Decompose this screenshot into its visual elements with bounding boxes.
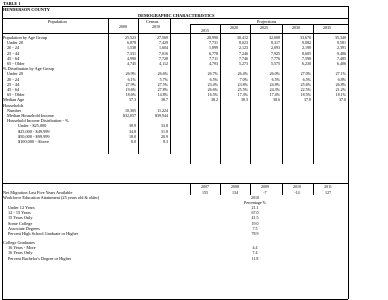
frame-left [2, 6, 3, 299]
table-cell: 24.3% [269, 87, 280, 92]
table-cell: 17.3% [237, 92, 248, 98]
row-label: Under 20 [7, 71, 24, 77]
table-cell: 134 [232, 190, 238, 195]
year-header: 2009 [261, 184, 269, 189]
row-label: Percent Bachelor's Degree or Higher [8, 255, 72, 261]
table-cell: 26.7% [207, 71, 218, 77]
table-cell: 7,429 [159, 40, 168, 46]
year-header: 2015 [201, 28, 209, 33]
row-label: 65 - Older [7, 61, 25, 66]
table-cell: 6.8% [337, 76, 346, 82]
row-label: 25 - 44 [7, 50, 20, 56]
table-cell: 4,990 [127, 55, 136, 61]
year-header: 2025 [260, 25, 268, 30]
year-header: 2030 [292, 25, 300, 30]
table-cell: 2,190 [302, 45, 311, 51]
year-header: 2007 [201, 184, 209, 189]
row-label: Net Migration Last Five Years Available [3, 190, 73, 195]
row-label: Associate Degrees [8, 225, 40, 231]
row-label: Under 20 [7, 40, 24, 46]
table-cell: 6.5% [209, 76, 218, 82]
table-title: DEMOGRAPHIC CHARACTERISTICS [138, 13, 215, 18]
row-label: 20 - 24 [7, 45, 20, 51]
table-cell: 11.8 [251, 255, 259, 261]
year-header: 2010 [293, 184, 301, 189]
table-cell: 7,016 [159, 50, 168, 56]
table-cell: 38.3 [241, 97, 248, 103]
table-cell: 20.9 [161, 133, 168, 139]
table-cell: 1,899 [209, 45, 218, 51]
row-label: Some College [8, 220, 33, 226]
table-cell: 37.3 [129, 97, 136, 103]
row-label: Percent High School Graduate or Higher [8, 231, 79, 236]
col-divider [250, 183, 251, 195]
table-cell: 5,575 [271, 61, 280, 66]
table-cell: 9,486 [337, 50, 346, 56]
table-cell: 7,711 [209, 55, 218, 61]
year-header: 2008 [231, 184, 239, 189]
table-cell: 1,604 [159, 45, 168, 51]
table-cell: 7.0% [239, 76, 248, 82]
table-cell: 19.0 [251, 220, 259, 226]
table-cell: 38.7 [161, 97, 168, 103]
table-cell: 27,569 [157, 35, 168, 40]
table-cell: 23.8% [237, 81, 248, 87]
table-cell: 27.9% [125, 81, 136, 87]
table-cell: 2,391 [337, 45, 346, 51]
table-cell: 38.9 [129, 123, 136, 129]
table-cell: 155 [202, 190, 208, 195]
table-cell: 32,008 [269, 35, 280, 40]
row-label: 15 Years Only [8, 215, 33, 221]
row-label: 25 - 44 [7, 81, 20, 87]
table-cell: 4.4 [252, 245, 258, 251]
table-cell: 27.1% [335, 71, 346, 77]
table-cell: 7,776 [271, 55, 280, 61]
rule-top [2, 6, 348, 7]
table-cell: 18.0 [129, 133, 136, 139]
table-cell: 6.5% [271, 76, 280, 82]
row-label: 16 Years Only [8, 250, 33, 256]
table-cell: 7,925 [271, 50, 280, 56]
table-cell: 4,793 [209, 61, 218, 66]
col-divider [282, 183, 283, 195]
table-cell: 30,412 [237, 35, 248, 40]
row-label: $25,000 - $49,999 [18, 128, 50, 134]
table-cell: 18.1% [335, 92, 346, 98]
col-divider [313, 183, 314, 195]
row-label: 20 - 24 [7, 76, 20, 82]
table-cell: 2,093 [271, 45, 280, 51]
table-number: TABLE 1 [3, 1, 21, 6]
row-label: Median Age [3, 97, 25, 103]
table-cell: 27.5% [157, 81, 168, 87]
table-cell: 19.6% [125, 87, 136, 92]
row-label: $100,000 - Above [18, 139, 49, 144]
table-cell: 9,581 [337, 40, 346, 46]
table-cell: -7 [263, 190, 267, 195]
table-cell: 5,273 [239, 61, 248, 66]
row-label: Workforce Education Attainment (25 years old & older) [3, 195, 100, 200]
table-cell: 24.8% [269, 81, 280, 87]
table-cell: 26.8% [335, 81, 346, 87]
row-label: Under - $25,000 [18, 123, 47, 129]
table-cell: 6,778 [209, 50, 218, 56]
year-header: 2010 [152, 24, 160, 29]
table-cell: 7.4 [252, 250, 258, 256]
table-cell: 33,670 [300, 35, 311, 40]
table-cell: 7,331 [127, 50, 136, 56]
section-label: Households [3, 102, 24, 108]
col-divider [190, 183, 191, 195]
year-header: 2035 [323, 25, 331, 30]
row-label: Number [7, 107, 22, 113]
table-cell: 27.8% [157, 87, 168, 92]
table-cell: 4,745 [127, 61, 136, 66]
table-cell: 33.8 [161, 123, 168, 129]
table-cell: 127 [325, 190, 331, 195]
table-cell: 6,406 [337, 61, 346, 66]
frame-right [348, 6, 349, 299]
table-cell: 34.8 [129, 128, 136, 134]
table-cell: 35,340 [335, 35, 346, 40]
table-cell: 41.5 [251, 215, 259, 221]
table-cell: 26.9% [125, 71, 136, 77]
table-cell: 6.5% [302, 76, 311, 82]
table-cell: 26.0% [269, 71, 280, 77]
table-cell: 7,246 [239, 50, 248, 56]
projections-header: Projections [257, 19, 277, 24]
rule [190, 24, 348, 25]
table-cell: $39,944 [155, 113, 168, 118]
table-cell: 28,990 [207, 35, 218, 40]
table-cell: 25.5% [237, 87, 248, 92]
table-cell: 6,878 [127, 40, 136, 46]
row-label: 16 Years - More [8, 245, 36, 251]
rule [2, 33, 348, 34]
table-cell: 8.0 [131, 139, 136, 144]
table-cell: 6.1% [127, 76, 136, 82]
table-cell: $32,057 [123, 113, 136, 118]
table-cell: 22.5% [300, 87, 311, 92]
table-cell: 37.8 [304, 97, 311, 103]
population-header: Population [48, 19, 67, 24]
table-cell: 18.5% [300, 92, 311, 98]
row-label: 12 - 15 Years [8, 210, 31, 216]
row-label: Under 12 Years [8, 205, 35, 210]
table-cell: 78.9 [251, 231, 259, 236]
col-divider [220, 183, 221, 195]
table-cell: 5.7% [159, 76, 168, 82]
table-cell: 10,305 [125, 107, 136, 113]
row-label: 45 - 64 [7, 55, 20, 61]
table-cell: 26.6% [157, 71, 168, 77]
table-cell: 8,317 [271, 40, 280, 46]
table-cell: 7,485 [337, 55, 346, 61]
table-cell: 23.4% [207, 81, 218, 87]
year-header: 2020 [230, 25, 238, 30]
table-cell: 25.6% [300, 81, 311, 87]
table-cell: 6,230 [302, 61, 311, 66]
year-header: 2000 [119, 24, 127, 29]
table-cell: 17.4% [269, 92, 280, 98]
table-cell: 27.0% [300, 71, 311, 77]
table-cell: 2,123 [239, 45, 248, 51]
table-cell: -14 [294, 190, 300, 195]
table-cell: 16.5% [207, 92, 218, 98]
table-cell: 38.6 [273, 97, 280, 103]
table-cell: 31.8 [161, 128, 168, 134]
table-cell: 4,112 [159, 61, 168, 66]
year-header: 2010 [251, 195, 259, 200]
col-divider [170, 18, 171, 154]
table-cell: 21.1 [251, 205, 259, 210]
row-label: Population by Age Group [3, 35, 48, 40]
table-cell: 11,224 [157, 107, 168, 113]
table-cell: 7.5 [252, 225, 258, 231]
table-cell: 37.0 [339, 97, 346, 103]
table-cell: 21.2% [335, 87, 346, 92]
table-cell: 18.6% [125, 92, 136, 98]
table-cell: 8.3 [163, 139, 168, 144]
table-cell: 26.6% [207, 87, 218, 92]
table-cell: 9,082 [302, 40, 311, 46]
row-label: College Graduates [3, 240, 35, 245]
county-name: HENDERSON COUNTY [3, 7, 50, 12]
table-cell: 7,731 [209, 40, 218, 46]
row-label: 45 - 64 [7, 87, 20, 92]
table-cell: 26.4% [237, 71, 248, 77]
table-cell: 7,598 [302, 55, 311, 61]
row-label: 65 - Older [7, 92, 25, 98]
row-label: Household Income Distribution - % [7, 118, 69, 124]
row-label: Median Household Income [7, 113, 54, 118]
unit-label: Percentage % [244, 200, 266, 205]
table-cell: 67.0 [251, 210, 259, 216]
year-header: 2011 [324, 184, 332, 189]
table-cell: 38.2 [211, 97, 218, 103]
section-label: % Distribution by Age Group [3, 66, 54, 72]
table-cell: 7,728 [159, 55, 168, 61]
table-cell: 8,605 [302, 50, 311, 56]
table-cell: 14.8% [157, 92, 168, 98]
table-cell: 8,023 [239, 40, 248, 46]
table-cell: 7,746 [239, 55, 248, 61]
table-cell: 25,523 [125, 35, 136, 40]
census-header: Census [146, 19, 159, 24]
table-cell: 1,538 [127, 45, 136, 51]
row-label: $50,000 - $99,999 [18, 133, 50, 139]
